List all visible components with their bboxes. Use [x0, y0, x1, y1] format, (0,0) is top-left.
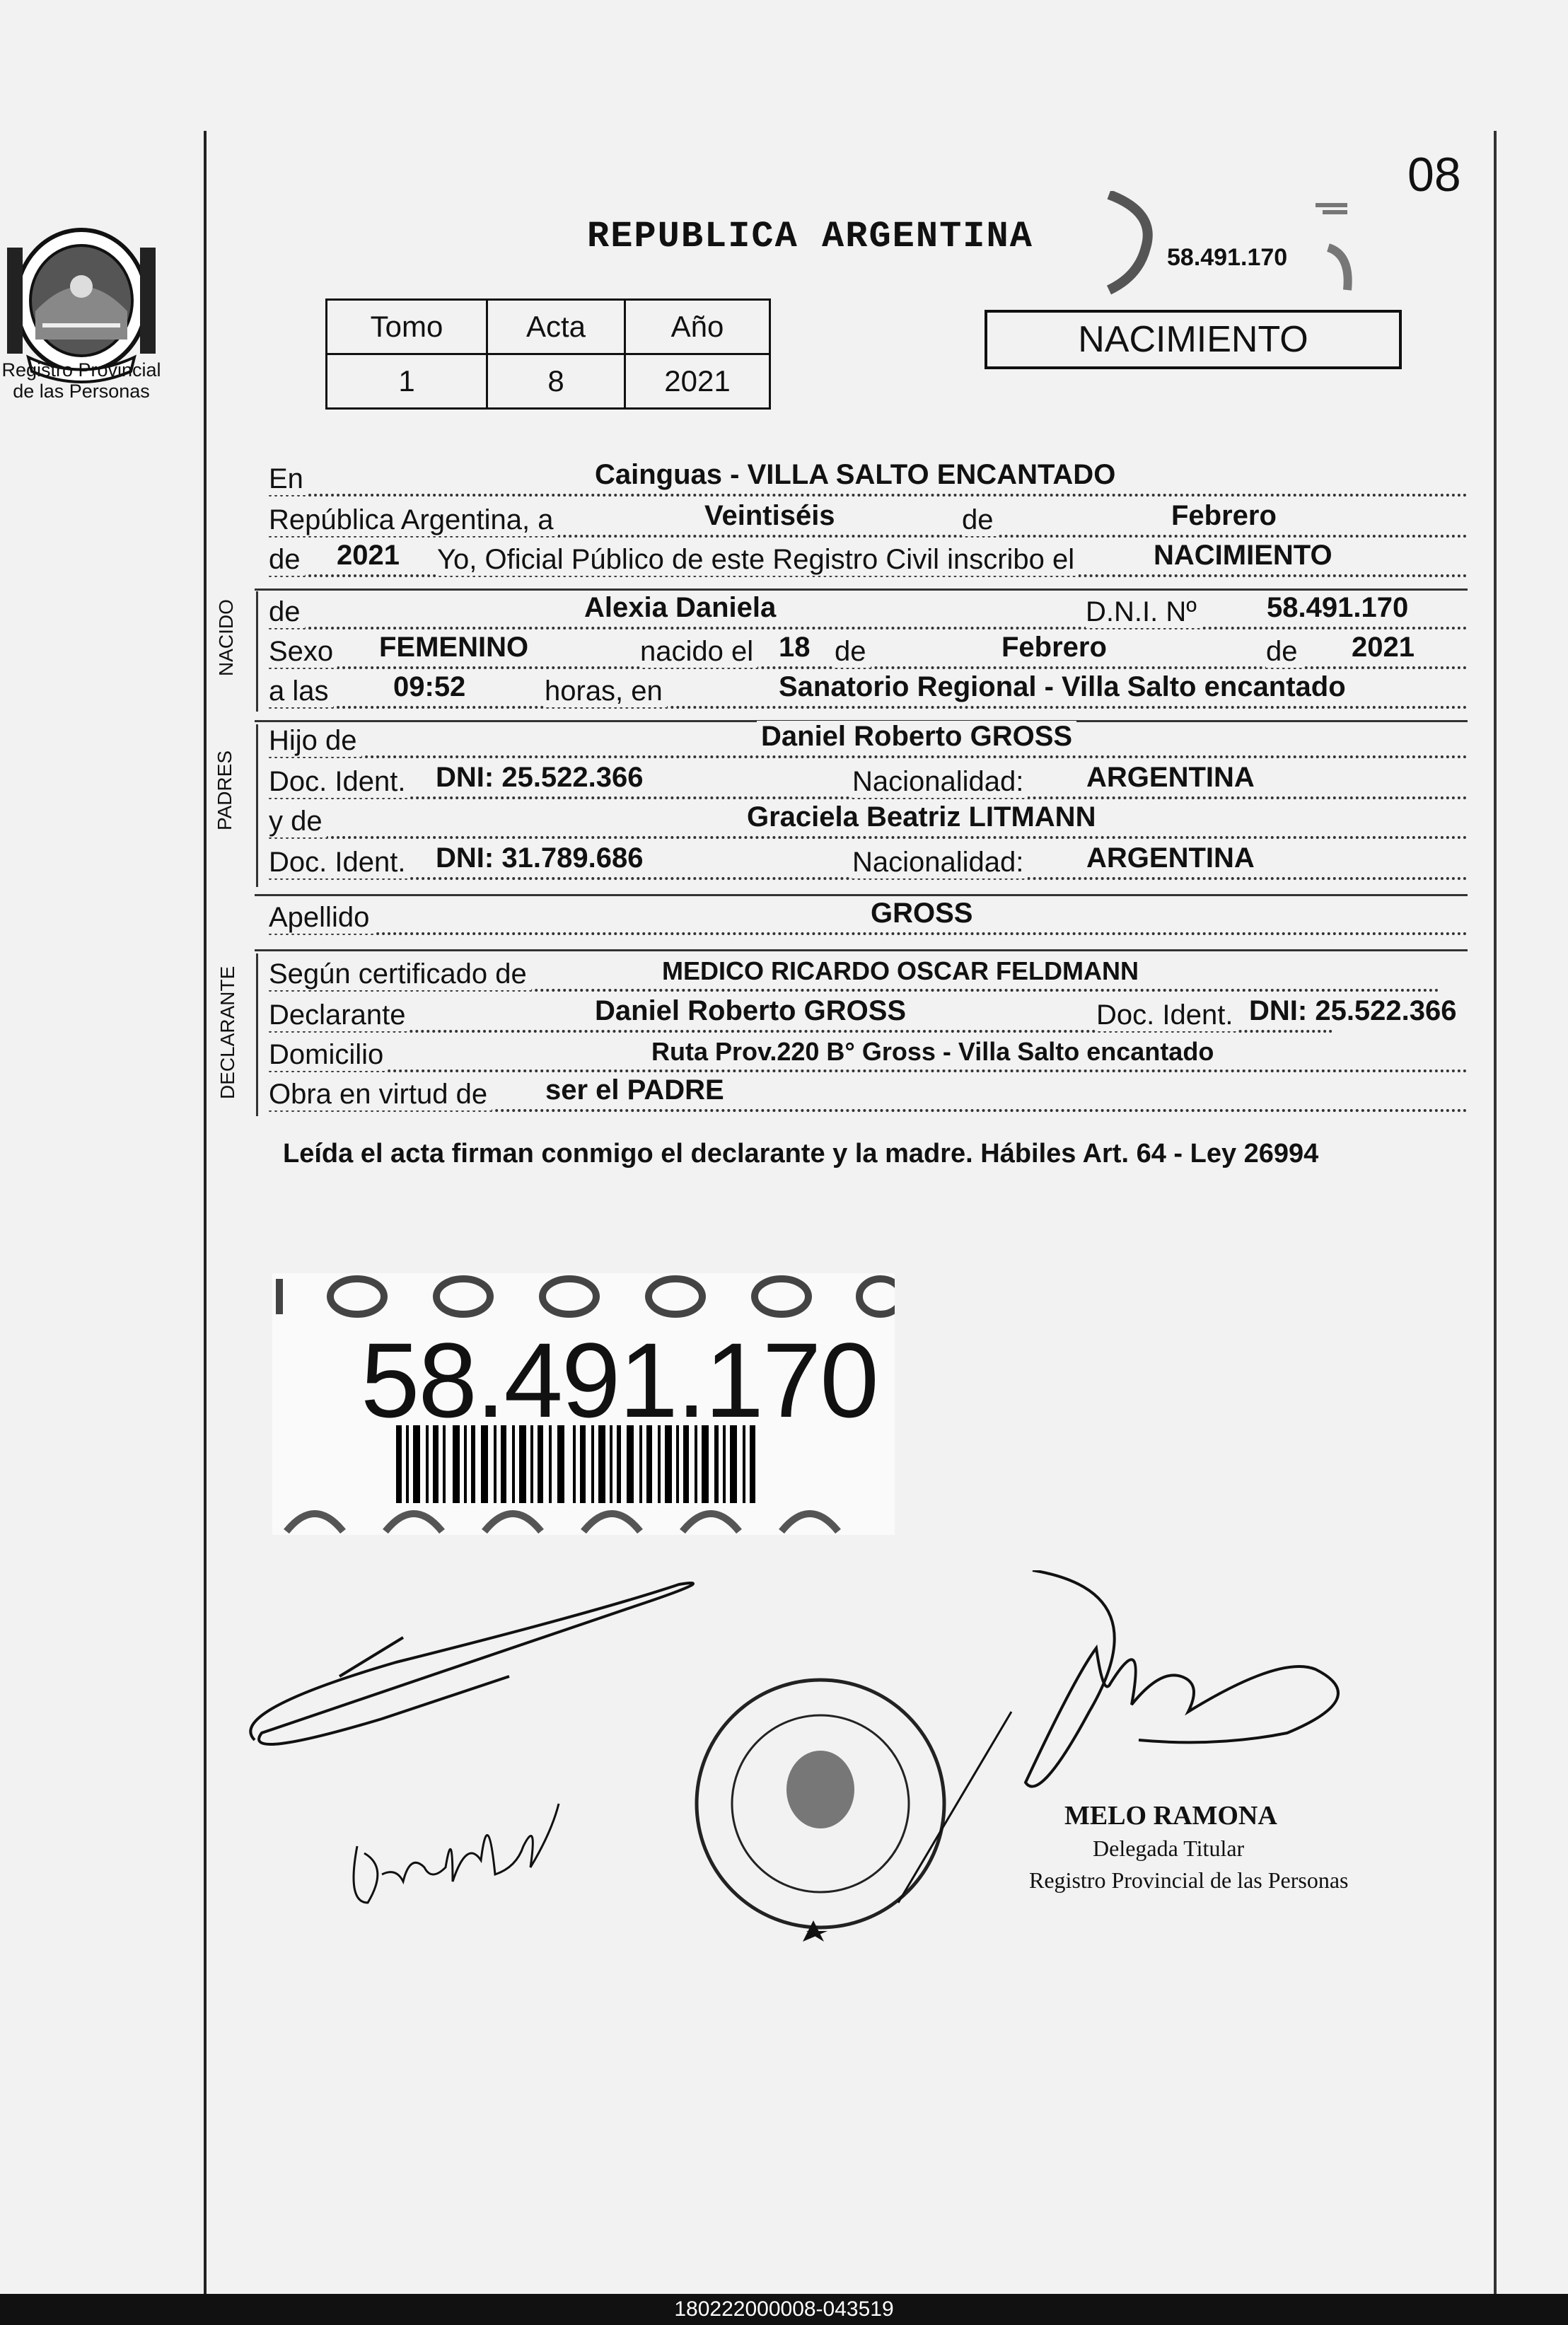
value-tipo-inscripcion: NACIMIENTO: [1149, 540, 1337, 572]
table-header-tomo: Tomo: [327, 300, 487, 354]
table-header-acta: Acta: [487, 300, 625, 354]
logo-caption-line2: de las Personas: [13, 381, 150, 402]
label-de-mes: de: [835, 636, 871, 668]
section-label-padres: PADRES: [214, 750, 236, 830]
label-certificado: Según certificado de: [269, 958, 531, 990]
label-de: de: [962, 504, 998, 536]
value-mes-inscripcion: Febrero: [1167, 500, 1281, 532]
value-padre: Daniel Roberto GROSS: [757, 721, 1076, 753]
value-anio-inscripcion: 2021: [332, 540, 404, 572]
label-yo-oficial: Yo, Oficial Público de este Registro Civil inscribo el: [437, 544, 1079, 576]
separator: [255, 589, 1468, 591]
separator: [255, 949, 1468, 951]
official-role: Delegada Titular: [1093, 1836, 1245, 1861]
row-certificado: [269, 956, 1468, 996]
table-value-anio: 2021: [625, 354, 770, 409]
row-madre-doc: [269, 842, 1468, 884]
value-mes-nacimiento: Febrero: [997, 632, 1111, 663]
dni-stamp-number: 58.491.170: [1167, 244, 1288, 271]
label-sexo: Sexo: [269, 636, 337, 668]
row-fecha: [269, 502, 1468, 542]
value-lugar-nacimiento: Sanatorio Regional - Villa Salto encantado: [774, 671, 1350, 703]
value-certificado: MEDICO RICARDO OSCAR FELDMANN: [658, 956, 1143, 986]
value-madre: Graciela Beatriz LITMANN: [743, 801, 1100, 833]
page-number: 08: [1407, 148, 1461, 202]
value-declarante: Daniel Roberto GROSS: [591, 995, 910, 1027]
signatures-and-seal: [240, 1570, 1443, 1966]
declarante-bracket: [256, 953, 258, 1116]
label-nacionalidad-madre: Nacionalidad:: [852, 847, 1028, 879]
row-declarante: [269, 997, 1468, 1037]
value-nombre: Alexia Daniela: [580, 592, 780, 624]
label-a-las: a las: [269, 676, 333, 707]
label-doc-padre: Doc. Ident.: [269, 766, 410, 798]
value-doc-declarante: DNI: 25.522.366: [1245, 995, 1461, 1027]
value-dia-nacimiento: 18: [774, 632, 815, 663]
row-nombre: [269, 594, 1468, 634]
footer-reference: 180222000008-043519: [0, 2294, 1568, 2325]
label-declarante: Declarante: [269, 999, 410, 1031]
label-nacido-el: nacido el: [640, 636, 757, 668]
label-nacionalidad-padre: Nacionalidad:: [852, 766, 1028, 798]
section-label-nacido: NACIDO: [215, 599, 237, 676]
value-domicilio: Ruta Prov.220 B° Gross - Villa Salto encantado: [647, 1037, 1218, 1067]
document-title: REPUBLICA ARGENTINA: [587, 216, 1033, 257]
barcode-number: 58.491.170: [361, 1321, 878, 1439]
row-padre: [269, 723, 1468, 763]
label-obra: Obra en virtud de: [269, 1079, 492, 1111]
label-doc-madre: Doc. Ident.: [269, 847, 410, 879]
row-lugar: [269, 461, 1468, 501]
label-dni: D.N.I. Nº: [1086, 596, 1201, 628]
value-hora: 09:52: [389, 671, 470, 703]
logo-caption: [0, 359, 163, 402]
acta-type-box: NACIMIENTO: [985, 310, 1402, 369]
value-padre-doc: DNI: 25.522.366: [431, 762, 648, 794]
row-padre-doc: [269, 764, 1468, 804]
label-hijo-de: Hijo de: [269, 725, 361, 757]
value-dni-nacido: 58.491.170: [1262, 592, 1412, 624]
table-value-tomo: 1: [327, 354, 487, 409]
separator: [255, 894, 1468, 896]
value-sexo: FEMENINO: [375, 632, 533, 663]
label-apellido: Apellido: [269, 902, 373, 934]
value-padre-nacionalidad: ARGENTINA: [1082, 762, 1259, 794]
label-de-nombre: de: [269, 596, 305, 628]
row-apellido: [269, 900, 1468, 939]
right-margin-line: [1494, 131, 1497, 2295]
left-margin-line: [204, 131, 207, 2295]
label-de-anio: de: [269, 544, 305, 576]
official-name: MELO RAMONA: [1064, 1801, 1277, 1831]
label-en: En: [269, 463, 308, 495]
row-hora: [269, 673, 1468, 713]
label-y-de: y de: [269, 806, 327, 837]
label-doc-declarante: Doc. Ident.: [1096, 999, 1237, 1031]
padres-bracket: [256, 724, 258, 887]
label-de-anio-nac: de: [1266, 636, 1302, 668]
row-sexo: [269, 634, 1468, 673]
label-domicilio: Domicilio: [269, 1039, 388, 1071]
row-domicilio: [269, 1037, 1468, 1077]
value-madre-nacionalidad: ARGENTINA: [1082, 842, 1259, 874]
table-header-anio: Año: [625, 300, 770, 354]
tomo-acta-anio-table: [325, 298, 771, 410]
value-lugar: Cainguas - VILLA SALTO ENCANTADO: [591, 459, 1120, 491]
label-republica: República Argentina, a: [269, 504, 558, 536]
official-organization: Registro Provincial de las Personas: [1029, 1867, 1349, 1893]
value-dia-inscripcion: Veintiséis: [700, 500, 840, 532]
row-obra: [269, 1074, 1468, 1116]
leyenda-firmas: Leída el acta firman conmigo el declarante y la madre. Hábiles Art. 64 - Ley 26994: [283, 1139, 1319, 1169]
row-madre: [269, 801, 1468, 843]
nacido-bracket: [256, 591, 258, 712]
label-horas-en: horas, en: [545, 676, 667, 707]
value-anio-nacimiento: 2021: [1347, 632, 1419, 663]
section-label-declarante: DECLARANTE: [216, 966, 238, 1099]
value-madre-doc: DNI: 31.789.686: [431, 842, 648, 874]
row-inscripcion: [269, 542, 1468, 581]
table-value-acta: 8: [487, 354, 625, 409]
value-obra: ser el PADRE: [541, 1074, 728, 1106]
logo-caption-line1: Registro Provincial: [1, 359, 161, 381]
value-apellido: GROSS: [866, 898, 977, 929]
